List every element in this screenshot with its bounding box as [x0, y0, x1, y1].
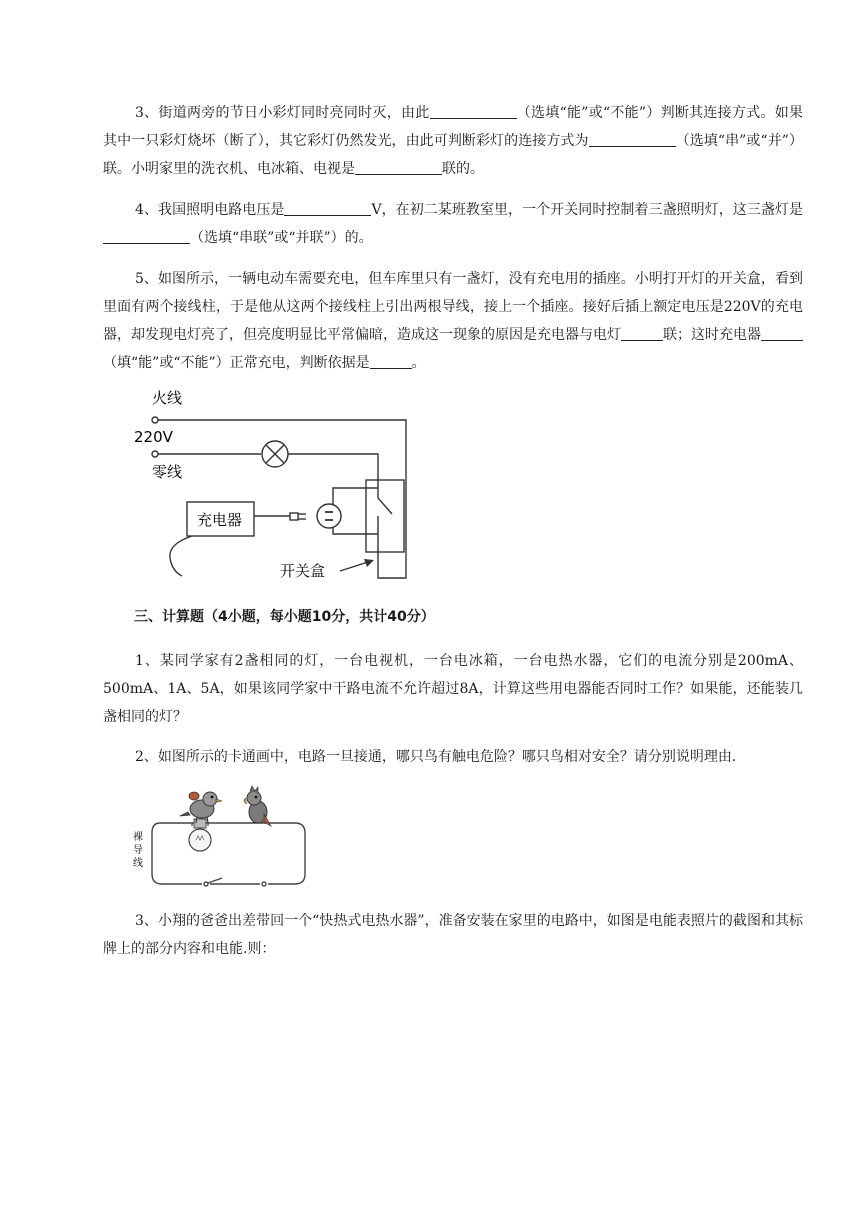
switch-icon [208, 878, 222, 883]
calc-question-1 [103, 647, 803, 731]
question-5 [103, 265, 803, 377]
question-text: 联的。 [442, 161, 484, 177]
question-3 [103, 99, 803, 183]
answer-blank[interactable] [103, 227, 190, 244]
bird-right-icon [244, 786, 271, 826]
question-number: 1、 [135, 653, 160, 669]
question-text: 街道两旁的节日小彩灯同时亮同时灭，由此 [158, 105, 430, 121]
charger-cable [170, 536, 192, 576]
answer-blank[interactable] [621, 324, 663, 341]
bare-wire-label: 线 [133, 858, 143, 869]
answer-blank[interactable] [355, 158, 442, 175]
bare-wire-label: 裸 [133, 832, 143, 843]
answer-blank[interactable] [761, 324, 803, 341]
neutral-terminal-icon [152, 451, 158, 457]
question-text: 我国照明电路电压是 [158, 202, 285, 218]
question-text: （选填“串”或“并”）联。小明家里的洗衣机、电冰箱、电视是 [103, 133, 803, 177]
section-title: 三、计算题（4小题，每小题10分，共计40分） [134, 609, 435, 625]
calc-question-3 [103, 907, 803, 963]
answer-blank[interactable] [370, 352, 412, 369]
socket-icon [317, 504, 341, 528]
question-text: （填“能”或“不能”）正常充电，判断依据是 [103, 355, 370, 371]
switch-box-label: 开关盒 [280, 562, 326, 580]
question-number: 3、 [135, 913, 158, 929]
answer-blank[interactable] [430, 102, 517, 119]
answer-blank[interactable] [589, 130, 676, 147]
question-text: 如图所示的卡通画中，电路一旦接通，哪只鸟有触电危险？哪只鸟相对安全？请分别说明理由. [157, 749, 737, 765]
live-wire-label: 火线 [152, 389, 183, 407]
charger-label: 充电器 [197, 511, 243, 529]
question-text: 如图所示，一辆电动车需要充电，但车库里只有一盏灯，没有充电用的插座。小明打开灯的开关盒，看到里面有两个接线柱，于是他从这两个接线柱上引出两根导线，接上一个插座。接好后插上额定电压是220V的充电器，却发现电灯亮了，但亮度明显比平常偏暗，造成这一现象的原因是充电器与电灯 [103, 271, 803, 343]
question-number: 2、 [135, 749, 158, 765]
bare-wire-label: 导 [133, 845, 143, 856]
bird-left-icon [180, 792, 222, 823]
live-terminal-icon [152, 417, 158, 423]
question-text: V，在初二某班教室里，一个开关同时控制着三盏照明灯，这三盏灯是 [371, 202, 804, 218]
answer-blank[interactable] [284, 199, 371, 216]
birds-circuit-illustration [130, 782, 315, 892]
question-number: 3、 [135, 105, 159, 121]
question-text: 小翔的爸爸出差带回一个“快热式电热水器”，准备安装在家里的电路中，如图是电能表照片的截图和其标牌上的部分内容和电能.则： [103, 913, 803, 957]
question-text: （选填“串联”或“并联”）的。 [190, 230, 373, 246]
question-number: 5、 [135, 271, 158, 287]
question-4 [103, 196, 803, 252]
neutral-wire-label: 零线 [152, 463, 183, 481]
question-text: 。 [411, 355, 426, 371]
calc-question-2 [103, 743, 803, 771]
wire [160, 823, 305, 884]
question-number: 4、 [135, 202, 159, 218]
switch-box-icon [366, 480, 404, 552]
plug-icon [290, 513, 298, 520]
circuit-diagram [130, 386, 435, 586]
bulb-icon [189, 819, 211, 851]
switch-icon [378, 498, 392, 514]
question-text: （选填“能”或“不能”）判断其连接方式。如果其中一只彩灯烧坏（断了），其它彩灯仍然发光，由此可判断彩灯的连接方式为 [103, 105, 803, 149]
question-text: 联；这时充电器 [663, 327, 761, 343]
question-text: 某同学家有2盏相同的灯，一台电视机，一台电冰箱，一台电热水器，它们的电流分别是200mA、500mA、1A、5A，如果该同学家中干路电流不允许超过8A，计算这些用电器能否同时工作？如果能，还能装几盏相同的灯？ [103, 653, 803, 725]
voltage-label: 220V [134, 428, 173, 446]
